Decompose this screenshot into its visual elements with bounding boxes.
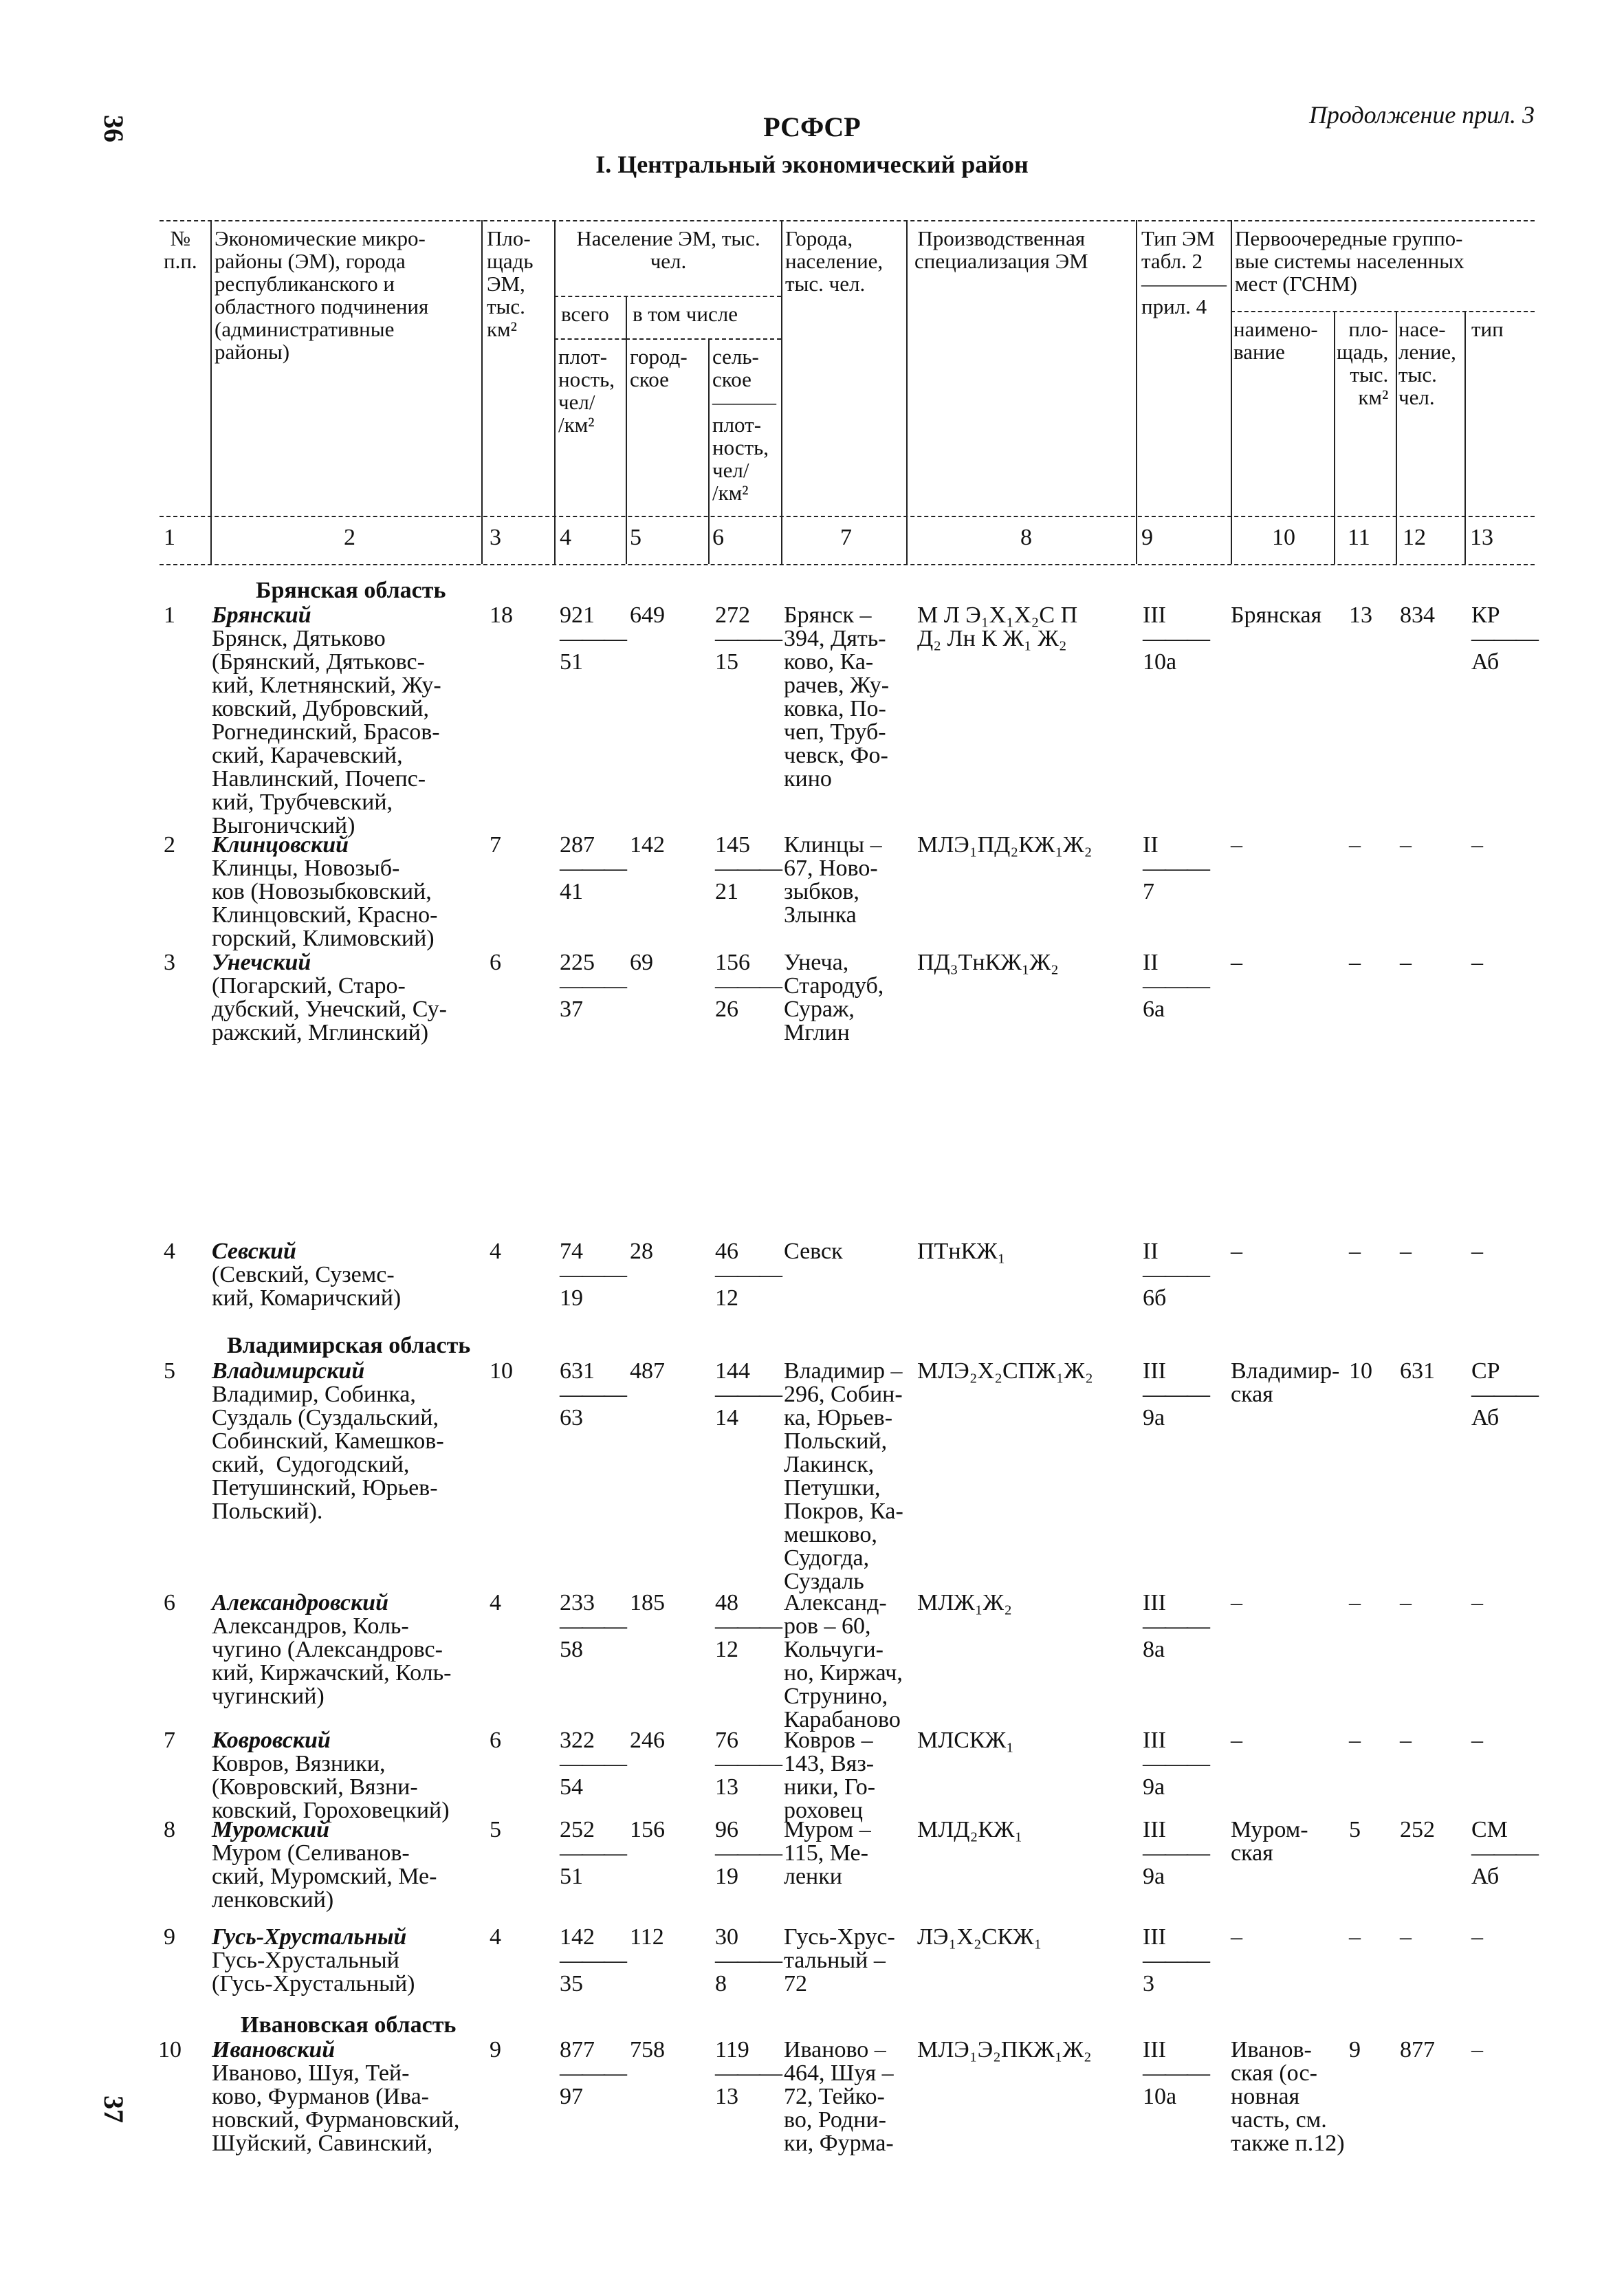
gsnm-name: – (1231, 1924, 1242, 1950)
population-rural-sub: 21 (715, 879, 738, 904)
population-rural-value: 76 (715, 1728, 738, 1753)
population-urban: 142 (630, 832, 665, 858)
production-specialization: ПТнКЖ₁ (917, 1239, 1006, 1264)
population-urban: 112 (630, 1924, 664, 1950)
micro-region-desc: Ковров, Вязники, (Ковровский, Вязни- ковский, Гороховецкий) (212, 1751, 450, 1823)
population-rural-dash: ——— (715, 1382, 781, 1407)
total-sub-rule (554, 338, 626, 340)
population-rural-value: 46 (715, 1239, 738, 1264)
header-bottom-rule (160, 516, 1535, 517)
vline (708, 338, 710, 564)
population-rural-dash: ——— (715, 1262, 781, 1287)
population-total-value: 142 (560, 1924, 595, 1950)
column-number: 9 (1141, 525, 1153, 550)
population-total-sub: 58 (560, 1637, 583, 1662)
em-type-value: III (1143, 2037, 1166, 2062)
em-type-sub: 6а (1143, 997, 1165, 1022)
population-rural-dash: ——— (715, 856, 781, 881)
gsnm-population: – (1400, 832, 1412, 858)
header-specialization: Производственная специализация ЭМ (914, 226, 1088, 273)
header-micro-regions: Экономические микро- районы (ЭМ), города республиканского и областного подчинения (административные районы) (215, 226, 429, 364)
area-value: 18 (490, 602, 513, 628)
gsnm-type-sub: Аб (1471, 649, 1500, 675)
em-type-dash: ——— (1143, 1840, 1209, 1866)
region-title-ivanovo: Ивановская область (241, 2012, 457, 2038)
cities-list: Владимир – 296, Собин- ка, Юрьев- Польский, Лакинск, Петушки, Покров, Ка- мешково, Судогда, Суздаль (784, 1358, 903, 1594)
area-value: 10 (490, 1358, 513, 1384)
column-number: 8 (1020, 525, 1032, 550)
population-rural-sub: 13 (715, 1774, 738, 1800)
vline (1231, 220, 1232, 564)
row-number: 9 (164, 1924, 175, 1950)
gsnm-population: 631 (1400, 1358, 1435, 1384)
vline (1334, 311, 1335, 564)
population-total-sub: 97 (560, 2084, 583, 2109)
em-type-value: III (1143, 1358, 1166, 1384)
micro-region-desc: Владимир, Собинка, Суздаль (Суздальский, Собинский, Камешков- ский, Судогодский, Петушинский, Юрьев- Польский). (212, 1382, 444, 1524)
population-total-value: 287 (560, 832, 595, 858)
em-type-sub: 3 (1143, 1971, 1154, 1996)
em-type-dash: ——— (1143, 1382, 1209, 1407)
micro-region-desc: Иваново, Шуя, Тей- ково, Фурманов (Ива- новский, Фурмановский, Шуйский, Савинский, (212, 2060, 460, 2156)
population-rural-dash: ——— (715, 626, 781, 651)
area-value: 4 (490, 1239, 501, 1264)
gsnm-population: – (1400, 950, 1412, 975)
population-urban: 156 (630, 1817, 665, 1842)
header-population: Население ЭМ, тыс. чел. (576, 226, 760, 273)
population-total-value: 921 (560, 602, 595, 628)
gsnm-type-value: – (1471, 832, 1483, 858)
population-urban: 69 (630, 950, 653, 975)
population-total-dash: ——— (560, 1382, 626, 1407)
gsnm-type-dash: ——— (1471, 1840, 1537, 1866)
population-rural-sub: 15 (715, 649, 738, 675)
gsnm-population: – (1400, 1590, 1412, 1615)
column-number: 1 (164, 525, 175, 550)
em-type-value: III (1143, 1728, 1166, 1753)
cities-list: Брянск – 394, Дять- ково, Ка- рачев, Жу- ковка, По- чеп, Труб- чевск, Фо- кино (784, 602, 890, 792)
gsnm-area: 13 (1349, 602, 1372, 628)
row-number: 8 (164, 1817, 175, 1842)
population-urban: 487 (630, 1358, 665, 1384)
micro-region-desc: Муром (Селиванов- ский, Муромский, Ме- ленковский) (212, 1840, 437, 1913)
gsnm-area: – (1349, 1590, 1361, 1615)
em-type-sub: 9а (1143, 1774, 1165, 1800)
vline (626, 296, 627, 564)
gsnm-area: 9 (1349, 2037, 1361, 2062)
production-specialization: МЛЭ₁Э₂ПКЖ₁Ж₂ (917, 2037, 1092, 2062)
area-value: 4 (490, 1924, 501, 1950)
em-type-sub: 8а (1143, 1637, 1165, 1662)
production-specialization: ЛЭ₁Х₂СКЖ₁ (917, 1924, 1042, 1950)
population-total-sub: 63 (560, 1405, 583, 1430)
gsnm-area: – (1349, 1924, 1361, 1950)
em-type-dash: ——— (1143, 973, 1209, 999)
population-rural-value: 30 (715, 1924, 738, 1950)
population-urban: 649 (630, 602, 665, 628)
gsnm-area: – (1349, 950, 1361, 975)
gsnm-name: – (1231, 1590, 1242, 1615)
population-rural-sub: 13 (715, 2084, 738, 2109)
header-gsnm-population: насе- ление, тыс. чел. (1398, 317, 1456, 409)
population-total-sub: 35 (560, 1971, 583, 1996)
population-rural-value: 144 (715, 1358, 750, 1384)
gsnm-type-value: – (1471, 950, 1483, 975)
gsnm-sub-rule (1231, 311, 1535, 312)
population-total-value: 322 (560, 1728, 595, 1753)
page-number-top: 36 (98, 115, 129, 142)
column-number: 11 (1348, 525, 1370, 550)
gsnm-type-value: СР (1471, 1358, 1500, 1384)
production-specialization: ПД₃ТнКЖ₁Ж₂ (917, 950, 1059, 975)
micro-region-name: Унечский (212, 950, 311, 975)
production-specialization: М Л Э₁Х₁Х₂С П Д₂ Лн К Ж₁ Ж₂ (917, 602, 1078, 651)
column-number: 2 (344, 525, 355, 550)
vline (554, 220, 556, 564)
em-type-sub: 10а (1143, 649, 1177, 675)
em-type-sub: 9а (1143, 1864, 1165, 1889)
micro-region-name: Ивановский (212, 2037, 336, 2062)
gsnm-type-value: – (1471, 1728, 1483, 1753)
gsnm-type-value: – (1471, 2037, 1483, 2062)
column-number: 3 (490, 525, 501, 550)
column-number: 12 (1403, 525, 1426, 550)
gsnm-area: 5 (1349, 1817, 1361, 1842)
population-rural-sub: 26 (715, 997, 738, 1022)
population-total-sub: 37 (560, 997, 583, 1022)
population-total-sub: 54 (560, 1774, 583, 1800)
header-total: всего (561, 302, 609, 326)
population-rural-value: 156 (715, 950, 750, 975)
micro-region-desc: (Погарский, Старо- дубский, Унечский, Су- ражский, Мглинский) (212, 973, 447, 1045)
micro-region-name: Клинцовский (212, 832, 349, 858)
population-rural-sub: 19 (715, 1864, 738, 1889)
population-total-sub: 51 (560, 1864, 583, 1889)
page-number-bottom: 37 (98, 2096, 129, 2123)
em-type-value: II (1143, 832, 1159, 858)
population-rural-dash: ——— (715, 973, 781, 999)
gsnm-name: – (1231, 950, 1242, 975)
cities-list: Гусь-Хрус- тальный – 72 (784, 1924, 895, 1996)
page-title: РСФСР (763, 111, 861, 142)
gsnm-population: – (1400, 1239, 1412, 1264)
gsnm-type-dash: ——— (1471, 626, 1537, 651)
pop-sub-rule (554, 296, 781, 297)
population-total-value: 631 (560, 1358, 595, 1384)
production-specialization: МЛЭ₂Х₂СПЖ₁Ж₂ (917, 1358, 1093, 1384)
cities-list: Александ- ров – 60, Кольчуги- но, Киржач, Струнино, Карабаново (784, 1590, 903, 1732)
population-total-sub: 41 (560, 879, 583, 904)
header-rural: сель- ское ——— плот- ность, чел/ /км² (712, 345, 776, 505)
gsnm-type-value: – (1471, 1924, 1483, 1950)
column-number: 6 (712, 525, 724, 550)
row-number: 2 (164, 832, 175, 858)
gsnm-type-sub: Аб (1471, 1864, 1500, 1889)
header-cities: Города, население, тыс. чел. (785, 226, 884, 296)
population-rural-value: 48 (715, 1590, 738, 1615)
region-title-bryansk: Брянская область (256, 578, 446, 603)
production-specialization: МЛД₂КЖ₁ (917, 1817, 1023, 1842)
micro-region-name: Александровский (212, 1590, 388, 1615)
population-urban: 758 (630, 2037, 665, 2062)
gsnm-name: – (1231, 1239, 1242, 1264)
em-type-value: III (1143, 1924, 1166, 1950)
region-title-vladimir: Владимирская область (227, 1333, 471, 1358)
micro-region-desc: (Севский, Суземс- кий, Комаричский) (212, 1262, 402, 1311)
population-rural-value: 96 (715, 1817, 738, 1842)
population-total-value: 74 (560, 1239, 583, 1264)
em-type-sub: 10а (1143, 2084, 1177, 2109)
gsnm-name: – (1231, 832, 1242, 858)
colnum-bottom-rule (160, 564, 1535, 565)
em-type-sub: 6б (1143, 1285, 1167, 1311)
population-total-sub: 51 (560, 649, 583, 675)
header-gsnm: Первоочередные группо- вые системы населенных мест (ГСНМ) (1235, 226, 1464, 296)
micro-region-name: Гусь-Хрустальный (212, 1924, 407, 1950)
population-total-dash: ——— (560, 1840, 626, 1866)
gsnm-population: 834 (1400, 602, 1435, 628)
gsnm-type-value: КР (1471, 602, 1500, 628)
gsnm-type-value: СМ (1471, 1817, 1508, 1842)
gsnm-area: – (1349, 1239, 1361, 1264)
population-rural-dash: ——— (715, 1751, 781, 1776)
population-rural-dash: ——— (715, 1613, 781, 1639)
micro-region-name: Севский (212, 1239, 296, 1264)
cities-list: Унеча, Стародуб, Сураж, Мглин (784, 950, 884, 1045)
header-number: № п.п. (164, 226, 197, 273)
production-specialization: МЛЖ₁Ж₂ (917, 1590, 1012, 1615)
row-number: 10 (158, 2037, 182, 2062)
vline (781, 220, 782, 564)
gsnm-name: Муром- ская (1231, 1817, 1308, 1866)
production-specialization: МЛЭ₁ПД₂КЖ₁Ж₂ (917, 832, 1093, 858)
column-number: 13 (1470, 525, 1493, 550)
micro-region-name: Муромский (212, 1817, 330, 1842)
gsnm-name: Владимир- ская (1231, 1358, 1340, 1407)
em-type-sub: 7 (1143, 879, 1154, 904)
header-gsnm-area: пло- щадь, тыс. км² (1337, 317, 1389, 409)
population-total-dash: ——— (560, 1751, 626, 1776)
population-urban: 185 (630, 1590, 665, 1615)
em-type-dash: ——— (1143, 1948, 1209, 1973)
continuation-note: Продолжение прил. 3 (1308, 101, 1535, 129)
population-total-value: 225 (560, 950, 595, 975)
column-number: 5 (630, 525, 641, 550)
micro-region-name: Владимирский (212, 1358, 365, 1384)
area-value: 4 (490, 1590, 501, 1615)
area-value: 9 (490, 2037, 501, 2062)
em-type-dash: ——— (1143, 1751, 1209, 1776)
header-area: Пло- щадь ЭМ, тыс. км² (487, 226, 534, 341)
micro-region-desc: Гусь-Хрустальный (Гусь-Хрустальный) (212, 1948, 415, 1996)
column-number: 7 (840, 525, 852, 550)
gsnm-population: – (1400, 1728, 1412, 1753)
em-type-value: II (1143, 950, 1159, 975)
production-specialization: МЛСКЖ₁ (917, 1728, 1014, 1753)
em-type-dash: ——— (1143, 626, 1209, 651)
header-em-type: Тип ЭМ табл. 2 ———— прил. 4 (1141, 226, 1227, 318)
row-number: 3 (164, 950, 175, 975)
micro-region-name: Ковровский (212, 1728, 331, 1753)
header-top-rule (160, 220, 1535, 221)
em-type-dash: ——— (1143, 1613, 1209, 1639)
area-value: 5 (490, 1817, 501, 1842)
population-urban: 28 (630, 1239, 653, 1264)
em-type-dash: ——— (1143, 2060, 1209, 2086)
gsnm-type-dash: ——— (1471, 1382, 1537, 1407)
population-total-dash: ——— (560, 856, 626, 881)
cities-list: Ковров – 143, Вяз- ники, Го- роховец (784, 1728, 876, 1823)
population-rural-value: 272 (715, 602, 750, 628)
gsnm-type-value: – (1471, 1590, 1483, 1615)
area-value: 7 (490, 832, 501, 858)
cities-list: Клинцы – 67, Ново- зыбков, Злынка (784, 832, 882, 928)
gsnm-area: – (1349, 832, 1361, 858)
cities-list: Иваново – 464, Шуя – 72, Тейко- во, Родни- ки, Фурма- (784, 2037, 894, 2156)
gsnm-name: – (1231, 1728, 1242, 1753)
row-number: 6 (164, 1590, 175, 1615)
em-type-value: II (1143, 1239, 1159, 1264)
page-subtitle: I. Центральный экономический район (595, 151, 1029, 178)
micro-region-desc: Брянск, Дятьково (Брянский, Дятьковс- кий, Клетнянский, Жу- ковский, Дубровский, Рогнединский, Брасов- ский, Карачевский, Навлинский, Почепс- кий, Трубчевский, Выгоничский) (212, 626, 441, 838)
row-number: 5 (164, 1358, 175, 1384)
header-density: плот- ность, чел/ /км² (558, 345, 615, 437)
em-type-dash: ——— (1143, 1262, 1209, 1287)
population-total-dash: ——— (560, 1262, 626, 1287)
vline (1396, 311, 1397, 564)
gsnm-population: 877 (1400, 2037, 1435, 2062)
vline (481, 220, 483, 564)
population-rural-sub: 12 (715, 1285, 738, 1311)
gsnm-population: 252 (1400, 1817, 1435, 1842)
population-total-sub: 19 (560, 1285, 583, 1311)
population-rural-value: 119 (715, 2037, 749, 2062)
population-rural-dash: ——— (715, 1840, 781, 1866)
area-value: 6 (490, 1728, 501, 1753)
row-number: 1 (164, 602, 175, 628)
em-type-value: III (1143, 1590, 1166, 1615)
micro-region-desc: Александров, Коль- чугино (Александровс- кий, Киржачский, Коль- чугинский) (212, 1613, 452, 1709)
em-type-dash: ——— (1143, 856, 1209, 881)
gsnm-area: 10 (1349, 1358, 1372, 1384)
population-rural-sub: 14 (715, 1405, 738, 1430)
vline (210, 220, 212, 564)
gsnm-area: – (1349, 1728, 1361, 1753)
micro-region-desc: Клинцы, Новозыб- ков (Новозыбковский, Клинцовский, Красно- горский, Климовский) (212, 856, 438, 951)
em-type-sub: 9а (1143, 1405, 1165, 1430)
cities-list: Севск (784, 1239, 843, 1264)
gsnm-population: – (1400, 1924, 1412, 1950)
vline (1136, 220, 1137, 564)
row-number: 7 (164, 1728, 175, 1753)
population-rural-dash: ——— (715, 2060, 781, 2086)
cities-list: Муром – 115, Ме- ленки (784, 1817, 871, 1889)
gsnm-name: Иванов- ская (ос- новная часть, см. также п.12) (1231, 2037, 1345, 2156)
population-total-dash: ——— (560, 1948, 626, 1973)
column-number: 4 (560, 525, 571, 550)
population-total-dash: ——— (560, 1613, 626, 1639)
vline (906, 220, 908, 564)
em-type-value: III (1143, 1817, 1166, 1842)
micro-region-name: Брянский (212, 602, 311, 628)
population-rural-value: 145 (715, 832, 750, 858)
area-value: 6 (490, 950, 501, 975)
population-urban: 246 (630, 1728, 665, 1753)
header-urban: город- ское (630, 345, 688, 391)
population-total-dash: ——— (560, 973, 626, 999)
row-number: 4 (164, 1239, 175, 1264)
em-type-value: III (1143, 602, 1166, 628)
population-rural-dash: ——— (715, 1948, 781, 1973)
population-total-value: 252 (560, 1817, 595, 1842)
gsnm-type-value: – (1471, 1239, 1483, 1264)
gsnm-name: Брянская (1231, 602, 1322, 628)
population-rural-sub: 8 (715, 1971, 727, 1996)
population-total-value: 877 (560, 2037, 595, 2062)
vline (1464, 311, 1466, 564)
incl-sub-rule (626, 338, 781, 340)
population-rural-sub: 12 (715, 1637, 738, 1662)
population-total-dash: ——— (560, 626, 626, 651)
population-total-dash: ——— (560, 2060, 626, 2086)
header-gsnm-type: тип (1471, 317, 1504, 341)
header-including: в том числе (633, 302, 738, 326)
gsnm-type-sub: Аб (1471, 1405, 1500, 1430)
header-gsnm-name: наимено- вание (1233, 317, 1318, 364)
population-total-value: 233 (560, 1590, 595, 1615)
column-number: 10 (1272, 525, 1295, 550)
